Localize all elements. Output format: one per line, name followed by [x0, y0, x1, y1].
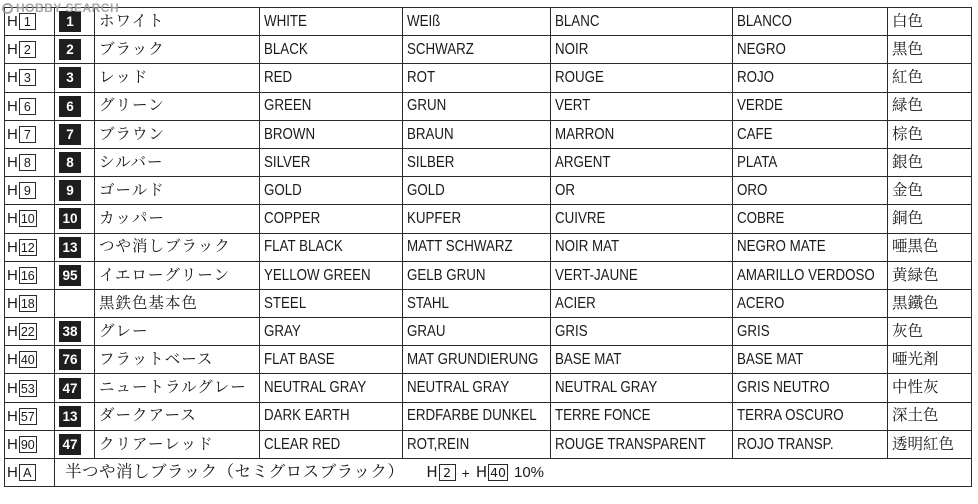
- spanish-name: [733, 36, 888, 64]
- color-code-cell: [5, 92, 55, 120]
- german-name-text: MAT GRUNDIERUNG: [407, 351, 539, 369]
- color-code-cell: [5, 261, 55, 289]
- color-code-cell: [5, 148, 55, 176]
- english-name-text: STEEL: [264, 294, 307, 312]
- french-name: [551, 92, 733, 120]
- french-name-text: ACIER: [555, 294, 596, 312]
- spanish-name: [733, 148, 888, 176]
- color-code-cell: [5, 205, 55, 233]
- french-name-text: ROUGE: [555, 69, 604, 87]
- plus-sign: +: [461, 464, 470, 481]
- english-name-text: GOLD: [264, 181, 302, 199]
- h-letter: H: [7, 351, 18, 369]
- number-cell: [55, 120, 95, 148]
- chinese-name: 白色: [888, 8, 972, 36]
- number-cell: [55, 64, 95, 92]
- german-name-text: GRAU: [407, 322, 446, 340]
- color-code-cell: [5, 430, 55, 458]
- french-name: [551, 346, 733, 374]
- number-cell: [55, 346, 95, 374]
- code-box: 12: [20, 240, 35, 255]
- number-badge: 8: [59, 152, 81, 173]
- mix-code-b: 40: [490, 465, 506, 481]
- code-box: 10: [20, 212, 35, 227]
- spanish-name: [733, 318, 888, 346]
- chinese-name: 唖光剤: [888, 346, 972, 374]
- english-name: [260, 64, 403, 92]
- number-cell: [55, 402, 95, 430]
- h-letter: H: [7, 210, 18, 228]
- chinese-name: 紅色: [888, 64, 972, 92]
- english-name: [260, 120, 403, 148]
- table-row: [5, 402, 972, 430]
- table-row: [5, 8, 972, 36]
- chinese-name: 棕色: [888, 120, 972, 148]
- french-name: [551, 120, 733, 148]
- german-name-text: ERDFARBE DUNKEL: [407, 407, 537, 425]
- japanese-name: ダークアース: [95, 402, 260, 430]
- german-name: [403, 177, 551, 205]
- number-badge: 38: [59, 321, 81, 342]
- german-name: [403, 318, 551, 346]
- english-name-text: GREEN: [264, 97, 312, 115]
- english-name: [260, 205, 403, 233]
- french-name-text: ROUGE TRANSPARENT: [555, 435, 706, 453]
- number-badge: 1: [59, 11, 81, 32]
- color-code-cell: [5, 402, 55, 430]
- english-name-text: COPPER: [264, 210, 321, 228]
- number-badge: 7: [59, 124, 81, 145]
- german-name-text: WEIß: [407, 12, 441, 30]
- german-name-text: ROT,REIN: [407, 435, 470, 453]
- spanish-name-text: VERDE: [737, 97, 783, 115]
- german-name: [403, 402, 551, 430]
- chinese-name: 深土色: [888, 402, 972, 430]
- spanish-name-text: NEGRO: [737, 41, 786, 59]
- french-name: [551, 374, 733, 402]
- table-row: [5, 261, 972, 289]
- japanese-name: レッド: [95, 64, 260, 92]
- english-name-text: FLAT BLACK: [264, 238, 343, 256]
- h-letter: H: [7, 182, 18, 200]
- french-name-text: BASE MAT: [555, 351, 622, 369]
- color-code-cell: [5, 318, 55, 346]
- japanese-name: グレー: [95, 318, 260, 346]
- spanish-name: [733, 374, 888, 402]
- japanese-name: シルバー: [95, 148, 260, 176]
- code-box: 9: [19, 182, 36, 199]
- german-name: [403, 148, 551, 176]
- spanish-name-text: ACERO: [737, 294, 785, 312]
- french-name: [551, 36, 733, 64]
- table-row: [5, 318, 972, 346]
- german-name-text: SCHWARZ: [407, 41, 474, 59]
- english-name: [260, 233, 403, 261]
- japanese-name: ブラック: [95, 36, 260, 64]
- number-cell: [55, 430, 95, 458]
- number-badge: 95: [59, 265, 81, 286]
- number-badge: 13: [59, 237, 81, 258]
- french-name-text: TERRE FONCE: [555, 407, 651, 425]
- spanish-name: [733, 430, 888, 458]
- table-row: [5, 233, 972, 261]
- japanese-name: ゴールド: [95, 177, 260, 205]
- french-name-text: NEUTRAL GRAY: [555, 379, 658, 397]
- color-code-cell: [5, 177, 55, 205]
- spanish-name-text: BASE MAT: [737, 351, 804, 369]
- spanish-name-text: TERRA OSCURO: [737, 407, 844, 425]
- h-letter: H: [7, 238, 18, 256]
- german-name-text: SILBER: [407, 153, 455, 171]
- chinese-name: 銅色: [888, 205, 972, 233]
- german-name: [403, 120, 551, 148]
- number-badge: 2: [59, 39, 81, 60]
- chinese-name: 灰色: [888, 318, 972, 346]
- number-cell: [55, 205, 95, 233]
- number-badge: 10: [59, 208, 81, 229]
- color-code-cell: [5, 346, 55, 374]
- english-name-text: BLACK: [264, 41, 308, 59]
- english-name: [260, 177, 403, 205]
- german-name-text: MATT SCHWARZ: [407, 238, 513, 256]
- english-name: [260, 261, 403, 289]
- german-name-text: ROT: [407, 69, 436, 87]
- spanish-name: [733, 120, 888, 148]
- h-letter: H: [7, 125, 18, 143]
- french-name-text: NOIR: [555, 41, 589, 59]
- h-letter: H: [7, 435, 18, 453]
- table-row: [5, 177, 972, 205]
- code-box: 7: [19, 126, 36, 143]
- paint-color-table: [4, 7, 972, 487]
- german-name-text: GELB GRUN: [407, 266, 486, 284]
- h-letter: H: [7, 69, 18, 87]
- german-name-text: GOLD: [407, 181, 445, 199]
- color-code-cell: [5, 64, 55, 92]
- german-name: [403, 289, 551, 317]
- english-name-text: WHITE: [264, 12, 307, 30]
- french-name: [551, 148, 733, 176]
- table-row: [5, 374, 972, 402]
- code-box: 53: [20, 381, 35, 396]
- spanish-name: [733, 346, 888, 374]
- chinese-name: 中性灰: [888, 374, 972, 402]
- h-letter: H: [7, 379, 18, 397]
- color-code-cell: [5, 36, 55, 64]
- watermark-text: HOBBY SEARCH: [16, 1, 120, 15]
- spanish-name-text: GRIS: [737, 322, 770, 340]
- h-letter: H: [7, 13, 18, 31]
- japanese-name: グリーン: [95, 92, 260, 120]
- german-name-text: GRUN: [407, 97, 447, 115]
- code-box: 8: [19, 154, 36, 171]
- english-name-text: RED: [264, 69, 293, 87]
- german-name: [403, 261, 551, 289]
- mix-ratio: 10%: [514, 464, 545, 482]
- japanese-name: ホワイト: [95, 8, 260, 36]
- h-letter: H: [7, 97, 18, 115]
- german-name: [403, 36, 551, 64]
- spanish-name-text: COBRE: [737, 210, 785, 228]
- german-name: [403, 8, 551, 36]
- table-row: [5, 92, 972, 120]
- code-box: 22: [20, 325, 35, 340]
- german-name-text: STAHL: [407, 294, 449, 312]
- table-row: [5, 64, 972, 92]
- spanish-name: [733, 261, 888, 289]
- number-cell: [55, 318, 95, 346]
- code-box: 6: [19, 98, 36, 115]
- h-letter: H: [7, 154, 18, 172]
- french-name-text: MARRON: [555, 125, 615, 143]
- table-row: [5, 205, 972, 233]
- spanish-name: [733, 402, 888, 430]
- watermark-logo-icon: [2, 3, 13, 14]
- color-code-cell: [5, 459, 55, 487]
- french-name: [551, 233, 733, 261]
- english-name: [260, 346, 403, 374]
- code-box: 90: [20, 437, 35, 452]
- english-name: [260, 318, 403, 346]
- number-cell: [55, 289, 95, 317]
- mix-h-letter-b: H: [475, 463, 488, 482]
- chinese-name: 黄緑色: [888, 261, 972, 289]
- english-name-text: GRAY: [264, 322, 301, 340]
- french-name: [551, 205, 733, 233]
- h-letter: H: [7, 407, 18, 425]
- spanish-name-text: NEGRO MATE: [737, 238, 826, 256]
- english-name-text: YELLOW GREEN: [264, 266, 371, 284]
- english-name-text: BROWN: [264, 125, 316, 143]
- spanish-name-text: ROJO TRANSP.: [737, 435, 834, 453]
- spanish-name-text: CAFE: [737, 125, 773, 143]
- spanish-name: [733, 92, 888, 120]
- chinese-name: 銀色: [888, 148, 972, 176]
- number-badge: 3: [59, 67, 81, 88]
- french-name-text: BLANC: [555, 12, 600, 30]
- spanish-name: [733, 233, 888, 261]
- table-body: [5, 8, 972, 459]
- japanese-name: イエローグリーン: [95, 261, 260, 289]
- german-name: [403, 374, 551, 402]
- color-code-cell: [5, 289, 55, 317]
- chinese-name: 唖黒色: [888, 233, 972, 261]
- mix-color-name: 半つや消しブラック（セミグロスブラック）: [65, 462, 405, 482]
- german-name: [403, 92, 551, 120]
- english-name-text: FLAT BASE: [264, 351, 335, 369]
- number-badge: 9: [59, 180, 81, 201]
- japanese-name: カッパー: [95, 205, 260, 233]
- number-cell: [55, 36, 95, 64]
- code-box: 3: [19, 69, 36, 86]
- table-row: [5, 120, 972, 148]
- mix-h-letter-a: H: [426, 463, 438, 482]
- h-letter: H: [7, 294, 18, 312]
- french-name: [551, 8, 733, 36]
- english-name-text: SILVER: [264, 153, 311, 171]
- spanish-name-text: AMARILLO VERDOSO: [737, 266, 875, 284]
- table-row: [5, 289, 972, 317]
- number-cell: [55, 261, 95, 289]
- french-name-text: CUIVRE: [555, 210, 606, 228]
- mix-note-cell: [55, 459, 972, 487]
- french-name: [551, 64, 733, 92]
- german-name: [403, 64, 551, 92]
- french-name: [551, 402, 733, 430]
- spanish-name: [733, 177, 888, 205]
- number-cell: [55, 233, 95, 261]
- table-row: [5, 36, 972, 64]
- spanish-name: [733, 64, 888, 92]
- number-cell: [55, 92, 95, 120]
- number-cell: [55, 177, 95, 205]
- french-name: [551, 318, 733, 346]
- code-box: 16: [20, 268, 35, 283]
- french-name: [551, 261, 733, 289]
- number-badge: 47: [59, 378, 81, 399]
- h-letter: H: [7, 41, 18, 59]
- french-name: [551, 430, 733, 458]
- code-box: 1: [19, 13, 36, 30]
- japanese-name: フラットベース: [95, 346, 260, 374]
- h-letter: H: [7, 266, 18, 284]
- german-name: [403, 346, 551, 374]
- number-cell: [55, 374, 95, 402]
- h-letter: H: [7, 464, 18, 482]
- french-name-text: NOIR MAT: [555, 238, 620, 256]
- german-name: [403, 233, 551, 261]
- japanese-name: 黒鉄色基本色: [95, 289, 260, 317]
- german-name-text: KUPFER: [407, 210, 462, 228]
- chinese-name: 黒色: [888, 36, 972, 64]
- english-name: [260, 289, 403, 317]
- spanish-name-text: PLATA: [737, 153, 778, 171]
- japanese-name: クリアーレッド: [95, 430, 260, 458]
- french-name-text: VERT-JAUNE: [555, 266, 638, 284]
- german-name: [403, 430, 551, 458]
- french-name: [551, 289, 733, 317]
- english-name: [260, 374, 403, 402]
- code-box: 2: [19, 41, 36, 58]
- table-row: [5, 148, 972, 176]
- english-name: [260, 148, 403, 176]
- english-name: [260, 8, 403, 36]
- english-name: [260, 402, 403, 430]
- english-name-text: CLEAR RED: [264, 435, 341, 453]
- color-code-cell: [5, 120, 55, 148]
- spanish-name: [733, 8, 888, 36]
- table-row: [5, 346, 972, 374]
- chinese-name: 金色: [888, 177, 972, 205]
- watermark: [2, 1, 119, 15]
- japanese-name: ブラウン: [95, 120, 260, 148]
- chinese-name: 緑色: [888, 92, 972, 120]
- h-letter: H: [7, 323, 18, 341]
- table-row: [5, 430, 972, 458]
- mix-code-a: 2: [439, 464, 456, 481]
- number-badge: 47: [59, 434, 81, 455]
- spanish-name: [733, 289, 888, 317]
- spanish-name: [733, 205, 888, 233]
- code-box: 57: [20, 409, 35, 424]
- french-name-text: VERT: [555, 97, 591, 115]
- german-name: [403, 205, 551, 233]
- japanese-name: つや消しブラック: [95, 233, 260, 261]
- code-box: A: [19, 464, 36, 481]
- code-box: 18: [20, 296, 35, 311]
- french-name-text: GRIS: [555, 322, 588, 340]
- number-badge: 76: [59, 349, 81, 370]
- number-cell: [55, 148, 95, 176]
- number-badge: 6: [59, 96, 81, 117]
- french-name-text: ARGENT: [555, 153, 611, 171]
- color-code-cell: [5, 233, 55, 261]
- spanish-name-text: ROJO: [737, 69, 775, 87]
- german-name-text: BRAUN: [407, 125, 454, 143]
- japanese-name: ニュートラルグレー: [95, 374, 260, 402]
- french-name: [551, 177, 733, 205]
- spanish-name-text: ORO: [737, 181, 768, 199]
- number-badge: 13: [59, 406, 81, 427]
- color-code-cell: [5, 374, 55, 402]
- code-box: 40: [20, 353, 35, 368]
- english-name: [260, 430, 403, 458]
- spanish-name-text: GRIS NEUTRO: [737, 379, 830, 397]
- chinese-name: 黒鐵色: [888, 289, 972, 317]
- chinese-name: 透明紅色: [888, 430, 972, 458]
- french-name-text: OR: [555, 181, 575, 199]
- table-row-footer: [5, 459, 972, 487]
- english-name: [260, 92, 403, 120]
- english-name-text: DARK EARTH: [264, 407, 350, 425]
- german-name-text: NEUTRAL GRAY: [407, 379, 510, 397]
- english-name-text: NEUTRAL GRAY: [264, 379, 367, 397]
- spanish-name-text: BLANCO: [737, 12, 792, 30]
- english-name: [260, 36, 403, 64]
